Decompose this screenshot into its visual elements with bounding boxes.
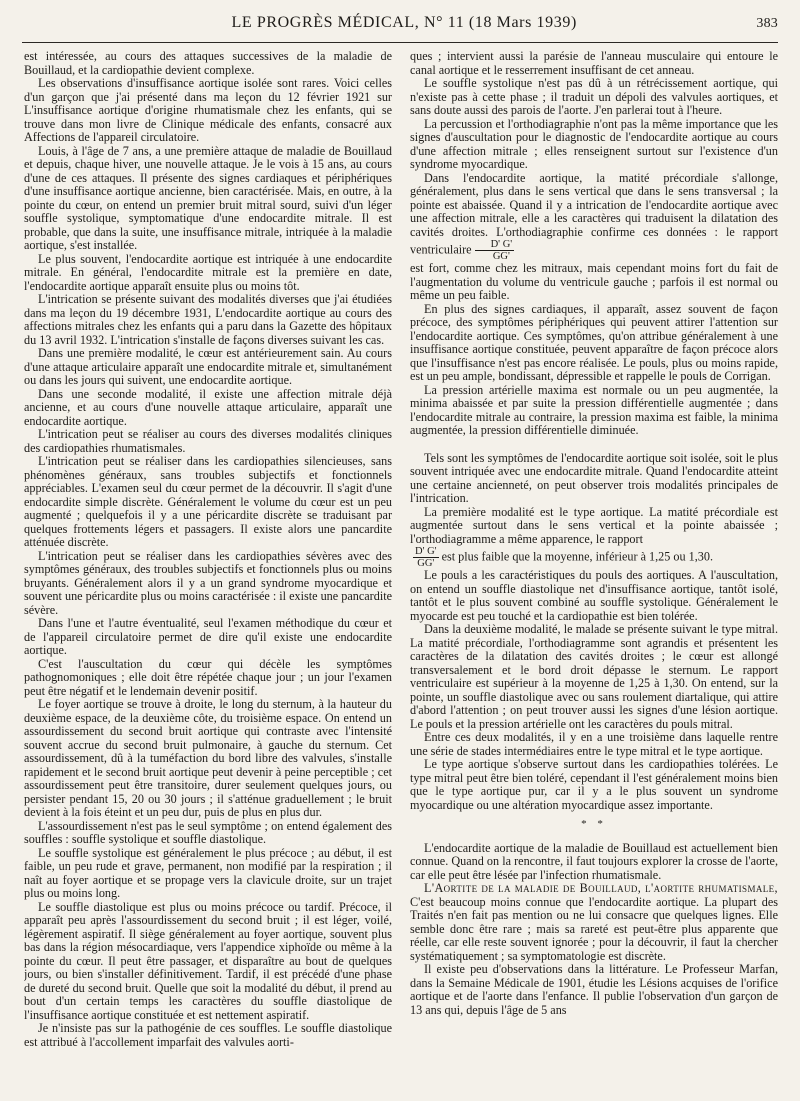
paragraph-text: La première modalité est le type aortique. La matité précordiale est augmentée surtout dans le sens vertical et la pointe abaissée ; l'orthodiagramme a même apparence, le rapport [410, 504, 778, 546]
paragraph: Dans une seconde modalité, il existe une affection mitrale déjà ancienne, et au cours d'une nouvelle attaque articulaire, apparaît une endocardite aortique. [24, 386, 392, 428]
paragraph: Je n'insiste pas sur la pathogénie de ces souffles. Le souffle diastolique est attribué à l'accollement imparfait des valvules aorti- [24, 1021, 392, 1049]
paragraph-text: est plus faible que la moyenne, inférieur à 1,25 ou 1,30. [441, 549, 714, 564]
formula-denominator: GG' [417, 558, 435, 569]
paragraph: Dans une première modalité, le cœur est antérieurement sain. Au cours d'une attaque articulaire apparaît une endocardite mitrale et, simultanément ou dans les jours qui suivent, une endocardite aortique. [24, 346, 392, 387]
section-heading: L'Aortite de la maladie de Bouillaud, l'aortite rhumatismale, [424, 881, 778, 895]
paragraph: L'intrication se présente suivant des modalités diverses que j'ai étudiées dans ma leçon du 19 décembre 1931, L'endocardite aortique au cours des affections mitrales chez les enfants qui a paru dans la Gazette des hôpitaux du 13 avril 1932. L'intrication s'installe de façons diverses suivant les cas. [24, 292, 392, 347]
paragraph: Le plus souvent, l'endocardite aortique est intriquée à une endocardite mitrale. En général, l'endocardite mitrale est la première en date, l'endocardite aortique apparaît ensuite plus ou moins tôt. [24, 251, 392, 293]
paragraph: La percussion et l'orthodiagraphie n'ont pas la même importance que les signes d'auscultation pour le diagnostic de l'endocardite aortique au cours d'une affection mitrale ; elles renseignent surtout sur l'existence d'un syndrome myocardique. [410, 116, 778, 171]
paragraph: Les observations d'insuffisance aortique isolée sont rares. Voici celles d'un garçon que j'ai présenté dans ma leçon du 12 février 1921 sur L'insuffisance aortique d'origine rhumatismale chez les enfants, qui se trouve dans mon livre de Clinique médicale des enfants, consacré aux Affections de l'appareil circulatoire. [24, 76, 392, 144]
paragraph: Dans la deuxième modalité, le malade se présente suivant le type mitral. La matité précordiale, l'orthodiagramme sont agrandis et présentent les caractères de la dilatation des cavités droites ; le cœur est allongé transversalement et le bord droit dépasse le sternum. Le rapport ventriculaire est supérieur à la moyenne de 1,25 à 1,30. On entend, sur la pointe, un souffle diastolique avec ou sans roulement diartalique, qui attire d'abord l'attention ; on peut trouver aussi les signes d'une lésion aortique. Le pouls et la pression artérielle ont les caractères du pouls mitral. [410, 622, 778, 731]
paragraph: C'est l'auscultation du cœur qui décèle les symptômes pathognomoniques ; elle doit être répétée chaque jour ; un jour l'examen peut être négatif et le lendemain devenir positif. [24, 656, 392, 698]
page-number: 383 [756, 16, 778, 31]
paragraph: ques ; intervient aussi la parésie de l'anneau musculaire qui entoure le canal aortique et le resserrement insuffisant de cet anneau. [410, 50, 778, 77]
paragraph: est fort, comme chez les mitraux, mais cependant moins fort du fait de l'augmentation du volume du ventricule gauche ; parfois il est normal ou même un peu faible. [410, 261, 778, 302]
paragraph-text: C'est beaucoup moins connue que l'endocardite aortique. La plupart des Traités n'en fait pas mention ou ne lui consacre que quelques lignes. Elle semble donc être rare ; mais sa rareté est peut-être plus apparente que réelle, car elle reste souvent ignorée ; pour la découvrir, il faut la chercher systématiquement ; sa symptomatologie est discrète. [410, 894, 778, 963]
paragraph: Entre ces deux modalités, il y en a une troisième dans laquelle rentre une série de stades intermédiaires entre le type mitral et le type aortique. [410, 730, 778, 758]
paragraph [410, 882, 778, 963]
paragraph: La pression artérielle maxima est normale ou un peu augmentée, la minima abaissée et par suite la pression différentielle augmentée ; dans l'endocardite mitrale au contraire, la pression maxima est faible, la minima augmentée, la pression différentielle diminuée. [410, 382, 778, 437]
paragraph: Le pouls a les caractéristiques du pouls des aortiques. A l'auscultation, on entend un souffle diastolique net d'insuffisance aortique, tantôt isolé, tantôt et le plus souvent combiné au souffle systolique. Généralement le myocarde est peu touché et la cardiopathie est bien tolérée. [410, 568, 778, 623]
left-column [24, 50, 392, 1086]
paragraph [410, 172, 778, 263]
paragraph: est intéressée, au cours des attaques successives de la maladie de Bouillaud, et la cardiopathie devient complexe. [24, 50, 392, 77]
running-header [22, 14, 778, 36]
paragraph [410, 506, 778, 547]
section-separator: * * [581, 818, 607, 830]
paragraph: Le souffle diastolique est plus ou moins précoce ou tardif. Précoce, il apparaît peu après l'assourdissement du second bruit ; il est léger, voilé, légèrement aspiratif. Il siège généralement au foyer aortique, souvent plus bas dans la région mésocardiaque, vers l'appendice xiphoïde ou même à la pointe du cœur. Il peut être passager, et disparaître au bout de quelques jours, ou bien s'installer définitivement. Tardif, il est précédé d'une phase de dureté du second bruit. Quelle que soit la modalité du début, il prend au bout d'un certain temps les caractères du souffle diastolique de l'insuffisance aortique constituée et est nettement aspiratif. [24, 899, 392, 1022]
paragraph: Le foyer aortique se trouve à droite, le long du sternum, à la hauteur du deuxième espace, de la deuxième côte, du troisième espace. On entend un assourdissement du second bruit aortique qui contraste avec l'intensité souvent accrue du second bruit pulmonaire, à gauche du sternum. Cet assourdissement, dû à la tuméfaction du bord libre des valvules, s'installe rapidement et le second bruit aortique peut devenir à peine perceptible ; cet assourdissement peut être transitoire, durer seulement quelques jours, ou persister pendant 15, 20 ou 30 jours ; il s'atténue graduellement ; le bruit devient à la fois éteint et un peu dur, puis de plus en plus dur. [24, 697, 392, 819]
ventricular-ratio-formula [475, 239, 515, 262]
paragraph-text: Dans l'endocardite aortique, la matité précordiale s'allonge, généralement, plus dans le sens vertical que dans le sens transversal ; la pointe est abaissée. Quand il y a intrication de l'endocardite aortique avec une affection mitrale, elle a les caractères qui traduisent la dilatation des cavités droites. L'orthodiagraphie confirme ces données : le rapport ventriculaire [410, 170, 778, 257]
right-column [410, 50, 778, 1086]
paragraph: Il existe peu d'observations dans la littérature. Le Professeur Marfan, dans la Semaine Médicale de 1901, étudie les Lésions acquises de l'orifice aortique et de l'aorte dans l'enfance. Il publie l'observation d'un garçon de 13 ans qui, depuis l'âge de 5 ans [410, 962, 778, 1017]
formula-denominator: GG' [492, 251, 510, 262]
paragraph: L'assourdissement n'est pas le seul symptôme ; on entend également des souffles : souffle systolique et souffle diastolique. [24, 818, 392, 846]
paragraph: Dans l'une et l'autre éventualité, seul l'examen méthodique du cœur et de l'appareil circulatoire permet de dire qu'il existe une endocardite aortique. [24, 616, 392, 657]
paragraph: L'intrication peut se réaliser au cours des diverses modalités cliniques des cardiopathies rhumatismales. [24, 427, 392, 455]
paragraph: L'intrication peut se réaliser dans les cardiopathies silencieuses, sans phénomènes généraux, sans troubles subjectifs et fonctionnels appréciables. L'examen seul du cœur permet de la découvrir. Il s'agit d'une endocardite simple discrète. Généralement le volume du cœur est un peu augmenté ; quelquefois il y a une péricardite discrète se traduisant par quelques frottements légers et passagers. Il existe alors une pancardite atténuée discrète. [24, 454, 392, 549]
paragraph [410, 546, 778, 569]
journal-title: LE PROGRÈS MÉDICAL, N° 11 (18 Mars 1939) [231, 14, 577, 31]
paragraph: Le souffle systolique est généralement le plus précoce ; au début, il est faible, un peu rude et grave, permanent, non modifié par la respiration ; il naît au foyer aortique et se propage vers la clavicule droite, sur un trajet plus ou moins long. [24, 845, 392, 900]
paragraph: Tels sont les symptômes de l'endocardite aortique soit isolée, soit le plus souvent intriquée avec une endocardite mitrale. Quand l'endocardite atteint une certaine ancienneté, on peut observer trois modalités principales de l'intrication. [410, 450, 778, 505]
paragraph: L'endocardite aortique de la maladie de Bouillaud est actuellement bien connue. Quand on la rencontre, il faut toujours explorer la crosse de l'aorte, car elle peut être lésée par l'infection rhumatismale. [410, 840, 778, 882]
formula-numerator: D' G' [415, 546, 437, 557]
paragraph: L'intrication peut se réaliser dans les cardiopathies sévères avec des symptômes généraux, des troubles subjectifs et fonctionnels plus ou moins bruyants. Généralement alors il y a un grand syndrome myocardique et souvent une péricardite plus ou moins caractérisée : il existe une pancardite sévère. [24, 548, 392, 617]
paragraph: En plus des signes cardiaques, il apparaît, assez souvent de façon précoce, des symptômes périphériques qui peuvent attirer l'attention sur l'endocardite aortique. Ces symptômes, qu'on attribue généralement à une insuffisance aortique constituée, peuvent apparaître de façon précoce alors que l'insuffisance n'est pas encore réalisée. Le pouls, plus ou moins rapide, est un peu ample, bondissant, dépressible et rappelle le pouls de Corrigan. [410, 301, 778, 383]
ventricular-ratio-formula [413, 546, 439, 569]
header-rule [22, 42, 778, 43]
paragraph: Le souffle systolique n'est pas dû à un rétrécissement aortique, qui n'existe pas à cette phase ; il traduit un dépoli des valvules aortiques, et sans doute aussi des parois de l'aorte. J'en parlerai tout à l'heure. [410, 76, 778, 117]
formula-numerator: D' G' [475, 239, 515, 251]
paragraph: Le type aortique s'observe surtout dans les cardiopathies tolérées. Le type mitral peut être bien toléré, cependant il l'est généralement moins bien que le type aortique pur, car il y a le plus souvent un syndrome myocardique ou une altération myocardique assez importante. [410, 757, 778, 812]
paragraph: Louis, à l'âge de 7 ans, a une première attaque de maladie de Bouillaud et depuis, chaque hiver, une nouvelle attaque. Je le vois à 15 ans, au cours d'une de ces attaques. Il présente des signes cardiaques et périphériques d'une insuffisance aortique ancienne, bien caractérisée. Mais, en outre, à la pointe du cœur, on entend un premier bruit mitral sourd, suivi d'un léger souffle systolique, symptomatique d'une endocardite mitrale. Il est probable, que dans la suite, une insuffisance mitrale, intriquée à la maladie aortique, s'est installée. [24, 143, 392, 252]
